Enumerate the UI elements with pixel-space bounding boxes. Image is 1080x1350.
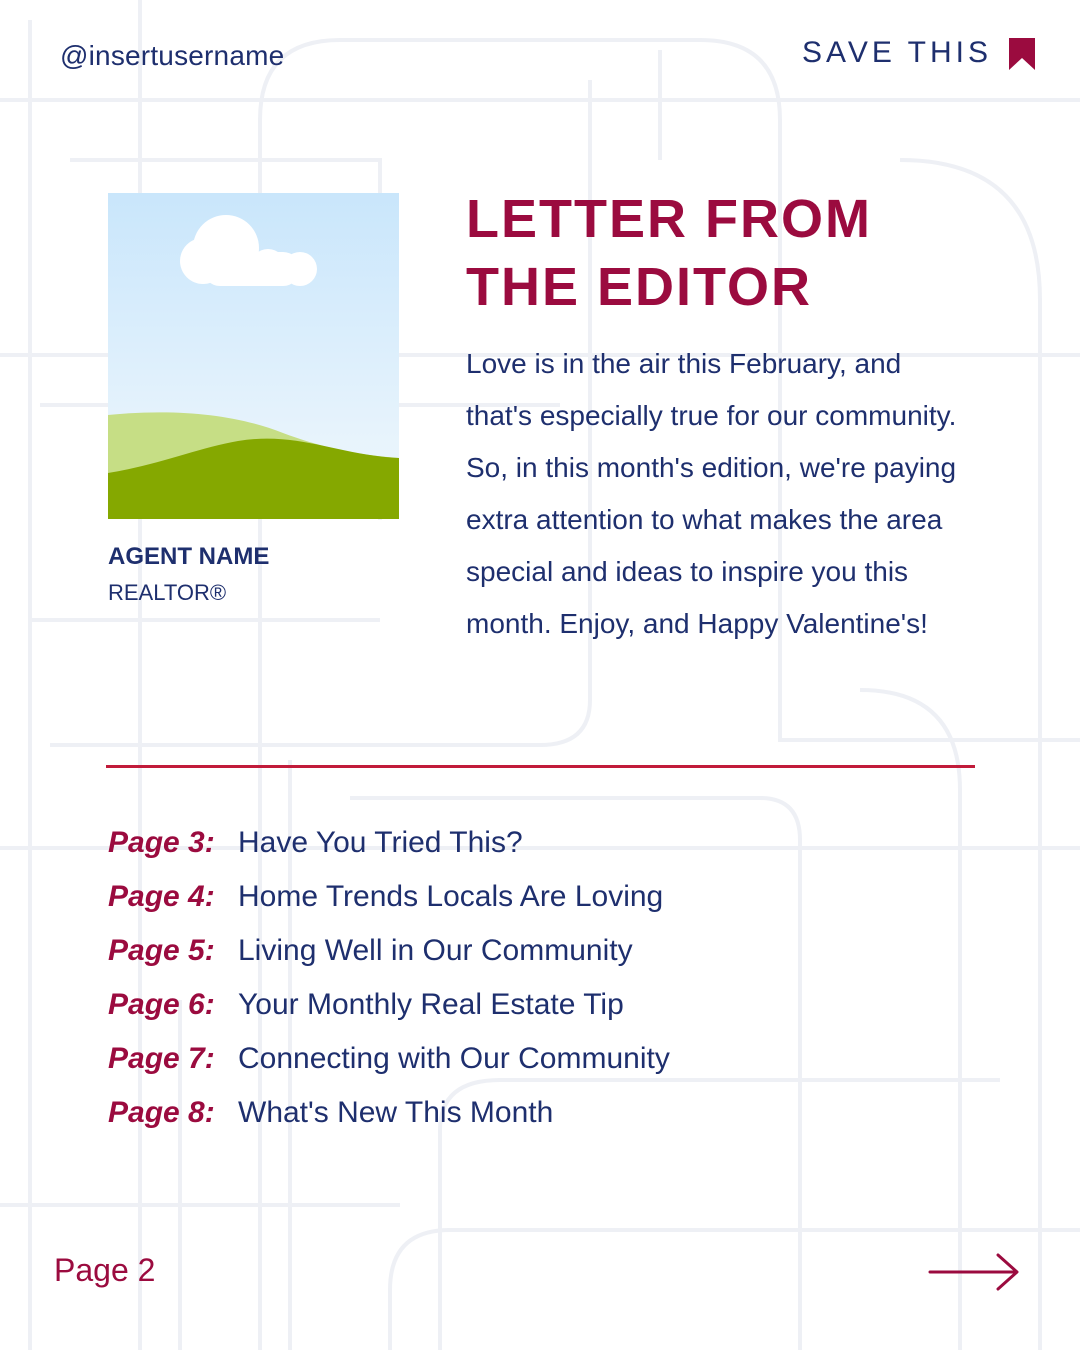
toc-item[interactable] bbox=[108, 1096, 670, 1150]
toc-page-number: Page 8: bbox=[108, 1096, 215, 1129]
table-of-contents bbox=[108, 826, 670, 1150]
toc-page-number: Page 5: bbox=[108, 934, 215, 967]
save-this-label[interactable]: SAVE THIS bbox=[802, 36, 992, 69]
agent-title: REALTOR® bbox=[108, 580, 227, 605]
page-title bbox=[466, 185, 1026, 321]
toc-title: Connecting with Our Community bbox=[238, 1042, 670, 1075]
toc-page-number: Page 4: bbox=[108, 880, 215, 913]
toc-page-number: Page 7: bbox=[108, 1042, 215, 1075]
bookmark-icon[interactable] bbox=[1009, 38, 1035, 70]
agent-photo-placeholder bbox=[108, 193, 399, 519]
section-divider bbox=[106, 765, 975, 768]
toc-item[interactable] bbox=[108, 826, 670, 880]
username-handle: @insertusername bbox=[60, 40, 285, 71]
toc-item[interactable] bbox=[108, 934, 670, 988]
toc-item[interactable] bbox=[108, 880, 670, 934]
toc-page-number: Page 3: bbox=[108, 826, 215, 859]
toc-title: What's New This Month bbox=[238, 1096, 554, 1129]
toc-item[interactable] bbox=[108, 1042, 670, 1096]
headline-line-1: LETTER FROM bbox=[466, 189, 872, 249]
toc-title: Living Well in Our Community bbox=[238, 934, 633, 967]
toc-page-number: Page 6: bbox=[108, 988, 215, 1021]
headline-line-2: THE EDITOR bbox=[466, 257, 813, 317]
toc-title: Have You Tried This? bbox=[238, 826, 523, 859]
editor-letter-body: Love is in the air this February, and that's especially true for our community. So, in this month's edition, we're paying extra attention to what makes the area special and ideas to inspire you this month. Enjoy, and Happy Valentine's! bbox=[466, 348, 957, 639]
arrow-right-icon[interactable] bbox=[928, 1252, 1022, 1292]
toc-title: Home Trends Locals Are Loving bbox=[238, 880, 664, 913]
page-number-label: Page 2 bbox=[54, 1252, 156, 1288]
toc-item[interactable] bbox=[108, 988, 670, 1042]
toc-title: Your Monthly Real Estate Tip bbox=[238, 988, 624, 1021]
agent-name: AGENT NAME bbox=[108, 543, 270, 570]
